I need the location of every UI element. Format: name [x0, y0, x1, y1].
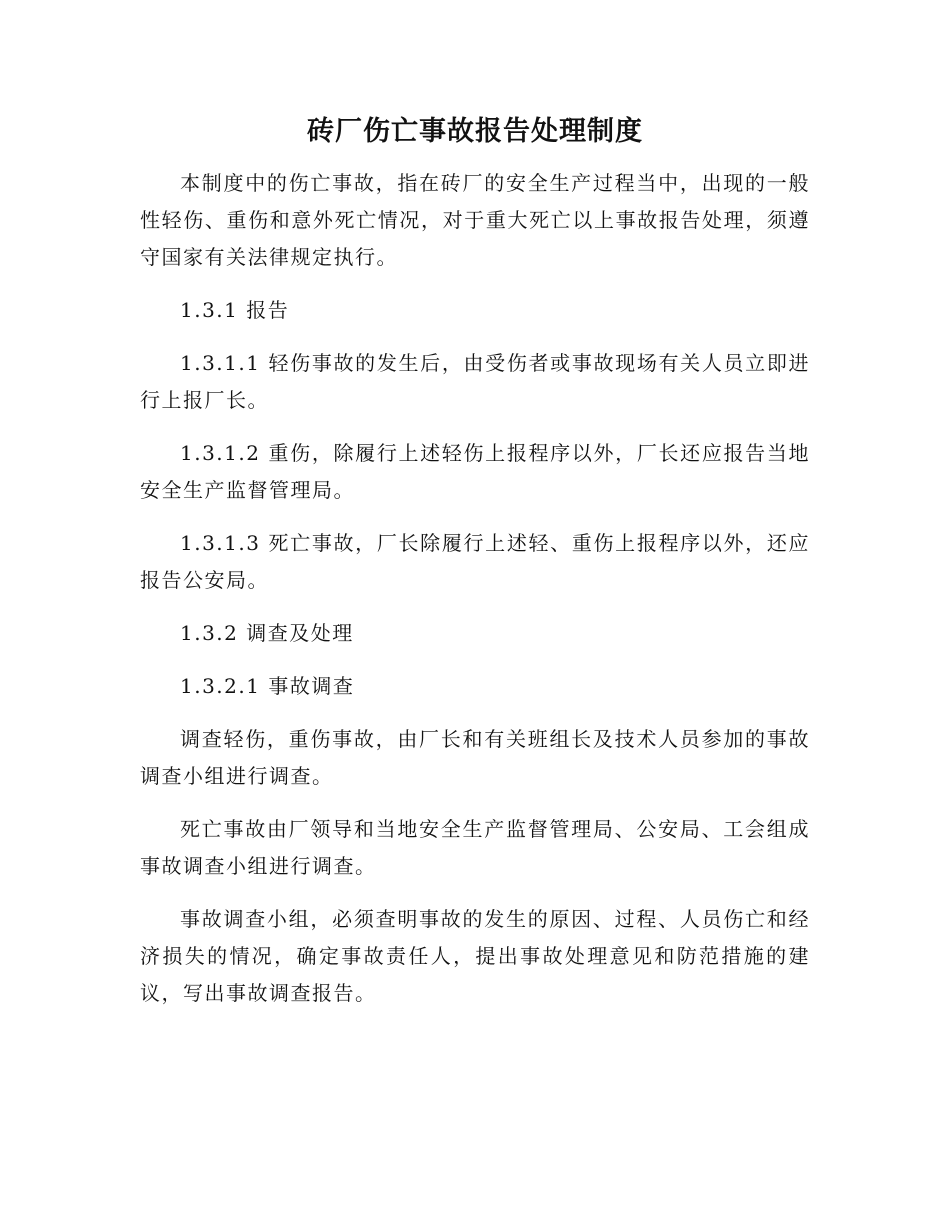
paragraph-1-3-1-2: 1.3.1.2 重伤，除履行上述轻伤上报程序以外，厂长还应报告当地安全生产监督管理局。: [140, 441, 810, 502]
paragraph-investigation-fatal: 死亡事故由厂领导和当地安全生产监督管理局、公安局、工会组成事故调查小组进行调查。: [140, 817, 810, 878]
paragraph-1-3-1-1: 1.3.1.1 轻伤事故的发生后，由受伤者或事故现场有关人员立即进行上报厂长。: [140, 351, 810, 412]
heading-1-3-2-1: 1.3.2.1 事故调查: [180, 674, 355, 698]
paragraph-intro: 本制度中的伤亡事故，指在砖厂的安全生产过程当中，出现的一般性轻伤、重伤和意外死亡情况，对于重大死亡以上事故报告处理，须遵守国家有关法律规定执行。: [140, 171, 810, 269]
document-title: 砖厂伤亡事故报告处理制度: [307, 116, 643, 147]
heading-1-3-1: 1.3.1 报告: [180, 298, 290, 322]
heading-1-3-2: 1.3.2 调查及处理: [180, 621, 354, 645]
paragraph-investigation-team: 事故调查小组，必须查明事故的发生的原因、过程、人员伤亡和经济损失的情况，确定事故责任人，提出事故处理意见和防范措施的建议，写出事故调查报告。: [140, 907, 810, 1005]
paragraph-investigation-minor: 调查轻伤，重伤事故，由厂长和有关班组长及技术人员参加的事故调查小组进行调查。: [140, 727, 810, 788]
document-body: [140, 165, 810, 1028]
paragraph-1-3-1-3: 1.3.1.3 死亡事故，厂长除履行上述轻、重伤上报程序以外，还应报告公安局。: [140, 531, 810, 592]
